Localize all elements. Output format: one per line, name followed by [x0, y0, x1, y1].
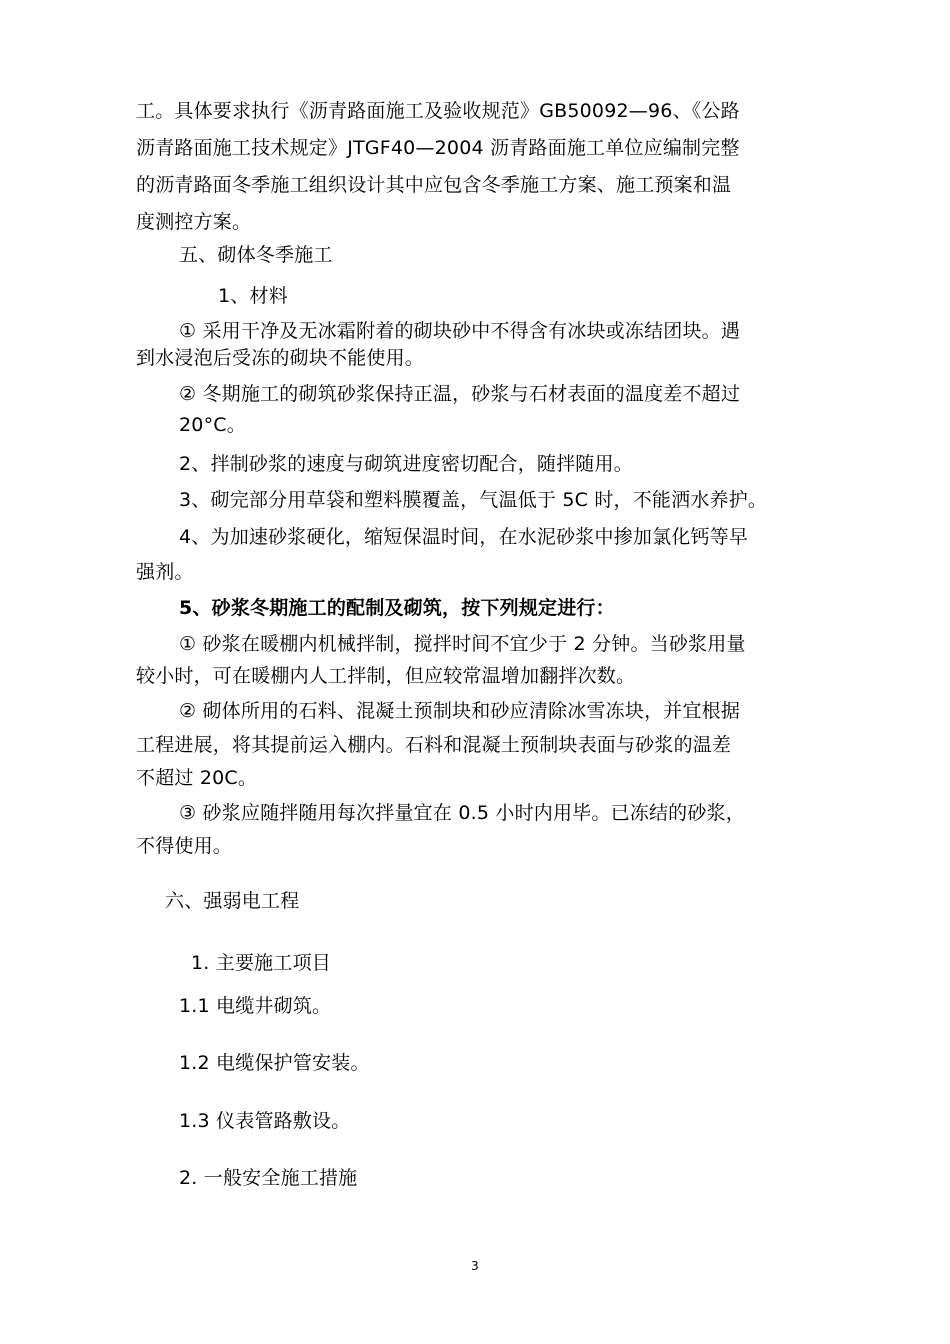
- subsection-heading: 1、材料: [218, 285, 288, 307]
- paragraph-line: ② 冬期施工的砌筑砂浆保持正温，砂浆与石材表面的温度差不超过: [179, 383, 741, 405]
- paragraph-line: 的沥青路面冬季施工组织设计其中应包含冬季施工方案、施工预案和温: [136, 174, 732, 196]
- list-item: 1.1 电缆井砌筑。: [179, 995, 332, 1017]
- paragraph-line: 沥青路面施工技术规定》JTGF40—2004 沥青路面施工单位应编制完整: [136, 137, 740, 159]
- paragraph-line: 不得使用。: [136, 835, 233, 857]
- page-number: 3: [471, 1259, 479, 1273]
- section-heading: 六、强弱电工程: [165, 890, 300, 912]
- paragraph-line: ① 砂浆在暖棚内机械拌制，搅拌时间不宜少于 2 分钟。当砂浆用量: [179, 633, 746, 655]
- paragraph-line: ③ 砂浆应随拌随用每次拌量宜在 0.5 小时内用毕。已冻结的砂浆，: [179, 802, 745, 824]
- subsection-heading: 1. 主要施工项目: [191, 952, 331, 974]
- subsection-heading-bold: 5、砂浆冬期施工的配制及砌筑，按下列规定进行：: [179, 597, 615, 619]
- paragraph-line: 度测控方案。: [136, 211, 252, 233]
- list-item: 1.3 仪表管路敷设。: [179, 1110, 351, 1132]
- paragraph-line: 工。具体要求执行《沥青路面施工及验收规范》GB50092—96、《公路: [136, 100, 740, 122]
- paragraph-line: 工程进展，将其提前运入棚内。石料和混凝土预制块表面与砂浆的温差: [136, 734, 732, 756]
- list-item: 1.2 电缆保护管安装。: [179, 1052, 370, 1074]
- paragraph-line: 到水浸泡后受冻的砌块不能使用。: [136, 347, 425, 369]
- paragraph-line: 4、为加速砂浆硬化，缩短保温时间，在水泥砂浆中掺加氯化钙等早: [179, 526, 749, 548]
- paragraph-line: 2、拌制砂浆的速度与砌筑进度密切配合，随拌随用。: [179, 453, 633, 475]
- section-heading: 五、砌体冬季施工: [179, 244, 333, 266]
- paragraph-line: 不超过 20C。: [136, 767, 258, 789]
- paragraph-line: 3、砌完部分用草袋和塑料膜覆盖，气温低于 5C 时，不能洒水养护。: [179, 489, 768, 511]
- subsection-heading: 2. 一般安全施工措施: [179, 1167, 358, 1189]
- paragraph-line: 20°C。: [179, 414, 246, 436]
- paragraph-line: 较小时，可在暖棚内人工拌制，但应较常温增加翻拌次数。: [136, 665, 636, 687]
- paragraph-line: 强剂。: [136, 561, 194, 583]
- paragraph-line: ① 采用干净及无冰霜附着的砌块砂中不得含有冰块或冻结团块。遇: [179, 320, 741, 342]
- paragraph-line: ② 砌体所用的石料、混凝土预制块和砂应清除冰雪冻块，并宜根据: [179, 700, 741, 722]
